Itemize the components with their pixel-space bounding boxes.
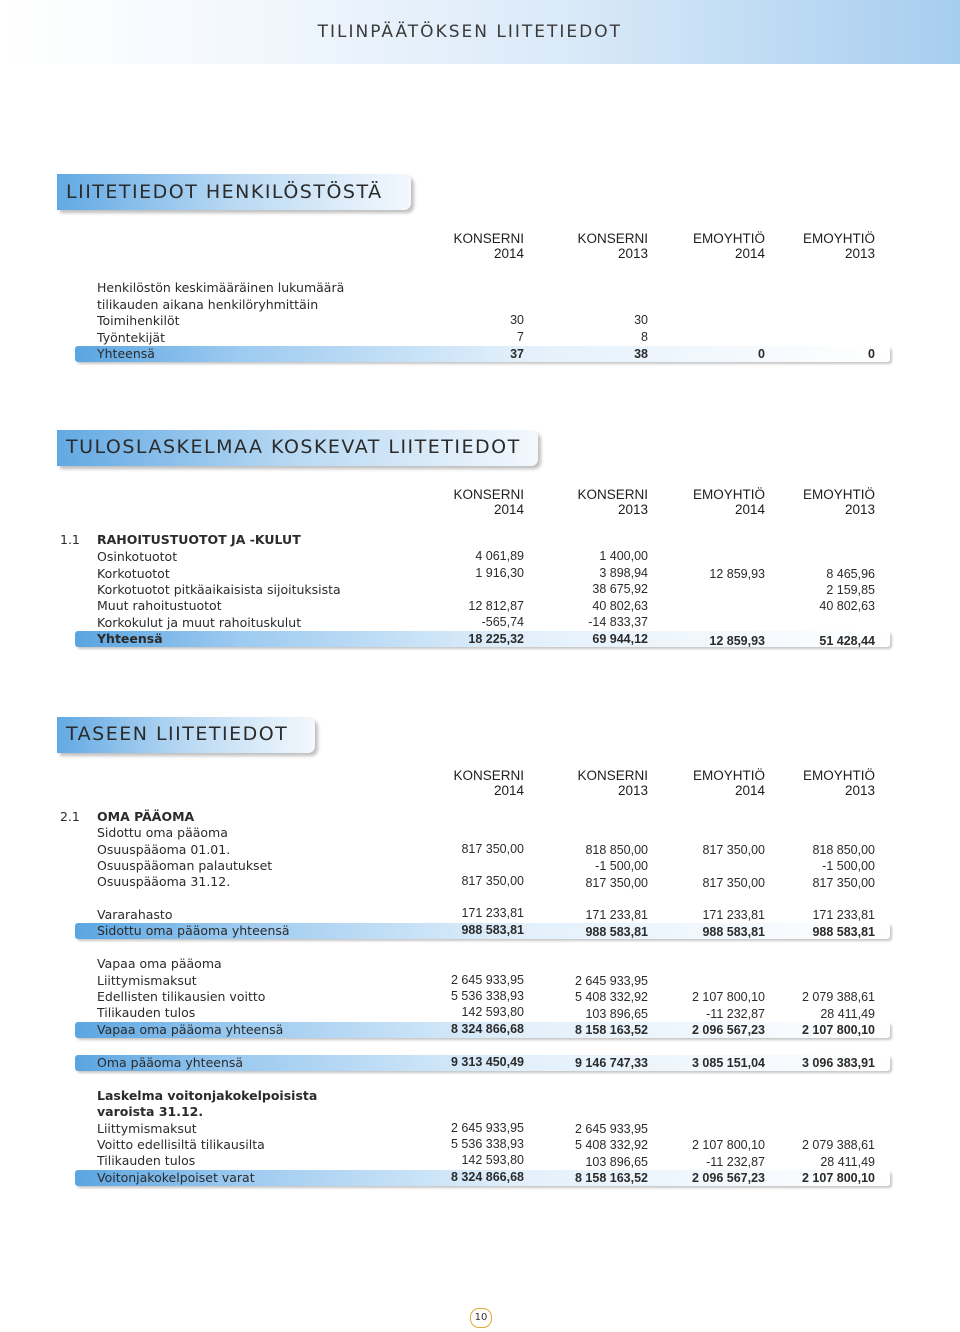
cell-value-subtotal: 988 583,81 [461,923,524,937]
cell-value: 142 593,80 [461,1005,524,1019]
row-label: Tilikauden tulos [97,1153,196,1168]
total-row-highlight [75,346,890,362]
cell-value: 817 350,00 [585,876,648,890]
page-header-title: TILINPÄÄTÖKSEN LIITETIEDOT [317,22,622,42]
cell-value-total: 38 [634,347,648,361]
cell-value: -565,74 [481,615,524,629]
cell-value: 818 850,00 [812,843,875,857]
row-label: Sidottu oma pääoma [97,825,228,840]
cell-value: 40 802,63 [819,599,875,613]
cell-value-subtotal: 2 107 800,10 [802,1023,875,1037]
cell-value-total: 2 107 800,10 [802,1171,875,1185]
row-label: Osuuspääoma 01.01. [97,842,231,857]
col-header-emoyhtio-2013: EMOYHTIÖ 2013 [802,231,875,261]
cell-value: 2 645 933,95 [451,973,524,987]
page-number: 10 [470,1308,492,1328]
cell-value-total: 51 428,44 [819,634,875,648]
row-label: Liittymismaksut [97,973,197,988]
cell-value: 1 916,30 [475,566,524,580]
row-label: Osuuspääoma 31.12. [97,874,231,889]
cell-value: -14 833,37 [588,615,648,629]
row-label: Toimihenkilöt [97,313,180,328]
cell-value: 40 802,63 [592,599,648,613]
cell-value-total: 9 146 747,33 [575,1056,648,1070]
col-header-konserni-2014: KONSERNI 2014 [453,487,524,517]
cell-value-total: 2 096 567,23 [692,1171,765,1185]
cell-value: 28 411,49 [820,1155,875,1169]
col-header-emoyhtio-2014: EMOYHTIÖ 2014 [692,768,765,798]
cell-value: 142 593,80 [461,1153,524,1167]
row-label-total: Yhteensä [97,346,155,361]
row-label-subtotal: Sidottu oma pääoma yhteensä [97,923,290,938]
cell-value: -11 232,87 [706,1007,765,1021]
row-label-total: Yhteensä [97,631,163,646]
cell-value: 2 645 933,95 [451,1121,524,1135]
cell-value: 38 675,92 [592,582,648,596]
row-label: varoista 31.12. [97,1104,204,1119]
cell-value: 2 645 933,95 [575,1122,648,1136]
row-label: Korkotuotot [97,566,170,581]
cell-value-total: 37 [510,347,524,361]
cell-value: 30 [510,313,524,327]
cell-value-subtotal: 988 583,81 [585,925,648,939]
cell-value: 2 645 933,95 [575,974,648,988]
section-number: 2.1 [60,809,80,824]
subsection-title: OMA PÄÄOMA [97,809,195,824]
col-header-emoyhtio-2014: EMOYHTIÖ 2014 [692,487,765,517]
cell-value-subtotal: 8 158 163,52 [575,1023,648,1037]
cell-value: -1 500,00 [595,859,648,873]
cell-value-total: 69 944,12 [592,632,648,646]
cell-value: 2 079 388,61 [802,1138,875,1152]
row-label: Korkotuotot pitkäaikaisista sijoituksista [97,582,341,597]
cell-value-subtotal: 988 583,81 [812,925,875,939]
cell-value: 171 233,81 [702,908,765,922]
cell-value: 7 [517,330,524,344]
cell-value: 8 465,96 [826,567,875,581]
col-header-emoyhtio-2014: EMOYHTIÖ 2014 [692,231,765,261]
row-label: Muut rahoitustuotot [97,598,222,613]
row-label: Henkilöstön keskimääräinen lukumäärä [97,280,345,295]
row-label: Laskelma voitonjakokelpoisista [97,1088,318,1103]
section-title-henkilosto: LIITETIEDOT HENKILÖSTÖSTÄ [66,181,383,203]
cell-value: 103 896,65 [585,1155,648,1169]
cell-value: 2 107 800,10 [692,1138,765,1152]
section-title-tase: TASEEN LIITETIEDOT [66,723,289,745]
row-label-total: Oma pääoma yhteensä [97,1055,244,1070]
cell-value: 30 [634,313,648,327]
cell-value: 817 350,00 [461,874,524,888]
row-label: Vararahasto [97,907,173,922]
row-label: Vapaa oma pääoma [97,956,222,971]
cell-value-total: 3 085 151,04 [692,1056,765,1070]
row-label: Korkokulut ja muut rahoituskulut [97,615,302,630]
row-label: Työntekijät [97,330,165,345]
cell-value: 817 350,00 [812,876,875,890]
cell-value-total: 0 [758,347,765,361]
subsection-title: RAHOITUSTUOTOT JA -KULUT [97,532,301,547]
cell-value: 5 536 338,93 [451,1137,524,1151]
cell-value-subtotal: 2 096 567,23 [692,1023,765,1037]
section-title-tuloslaskelma: TULOSLASKELMAA KOSKEVAT LIITETIEDOT [66,436,521,458]
cell-value: 1 400,00 [599,549,648,563]
cell-value: 171 233,81 [585,908,648,922]
section-number: 1.1 [60,532,80,547]
cell-value-subtotal: 988 583,81 [702,925,765,939]
cell-value: 2 159,85 [826,583,875,597]
cell-value: 2 079 388,61 [802,990,875,1004]
cell-value: 3 898,94 [599,566,648,580]
row-label: Osuuspääoman palautukset [97,858,273,873]
cell-value: 817 350,00 [702,843,765,857]
row-label: Tilikauden tulos [97,1005,196,1020]
cell-value: 8 [641,330,648,344]
row-label: Edellisten tilikausien voitto [97,989,266,1004]
cell-value: 818 850,00 [585,843,648,857]
cell-value: 12 812,87 [468,599,524,613]
row-label-total: Voitonjakokelpoiset varat [97,1170,255,1185]
cell-value: 103 896,65 [585,1007,648,1021]
row-label: tilikauden aikana henkilöryhmittäin [97,297,319,312]
cell-value: 5 408 332,92 [575,990,648,1004]
cell-value-total: 9 313 450,49 [451,1055,524,1069]
cell-value-total: 18 225,32 [468,632,524,646]
cell-value-total: 8 324 866,68 [451,1170,524,1184]
cell-value: 171 233,81 [812,908,875,922]
cell-value-total: 3 096 383,91 [802,1056,875,1070]
cell-value: 171 233,81 [461,906,524,920]
cell-value: 4 061,89 [475,549,524,563]
cell-value: 5 408 332,92 [575,1138,648,1152]
col-header-konserni-2014: KONSERNI 2014 [453,768,524,798]
cell-value-total: 8 158 163,52 [575,1171,648,1185]
cell-value: 2 107 800,10 [692,990,765,1004]
cell-value: 12 859,93 [709,567,765,581]
col-header-konserni-2014: KONSERNI 2014 [453,231,524,261]
cell-value-subtotal: 8 324 866,68 [451,1022,524,1036]
col-header-konserni-2013: KONSERNI 2013 [577,487,648,517]
cell-value: 5 536 338,93 [451,989,524,1003]
cell-value-total: 0 [868,347,875,361]
col-header-emoyhtio-2013: EMOYHTIÖ 2013 [802,768,875,798]
row-label: Osinkotuotot [97,549,178,564]
cell-value: 817 350,00 [461,842,524,856]
cell-value: -1 500,00 [822,859,875,873]
row-label-subtotal: Vapaa oma pääoma yhteensä [97,1022,284,1037]
cell-value-total: 12 859,93 [709,634,765,648]
cell-value: -11 232,87 [706,1155,765,1169]
col-header-emoyhtio-2013: EMOYHTIÖ 2013 [802,487,875,517]
cell-value: 817 350,00 [702,876,765,890]
row-label: Liittymismaksut [97,1121,197,1136]
row-label: Voitto edellisiltä tilikausilta [97,1137,265,1152]
col-header-konserni-2013: KONSERNI 2013 [577,231,648,261]
col-header-konserni-2013: KONSERNI 2013 [577,768,648,798]
cell-value: 28 411,49 [820,1007,875,1021]
